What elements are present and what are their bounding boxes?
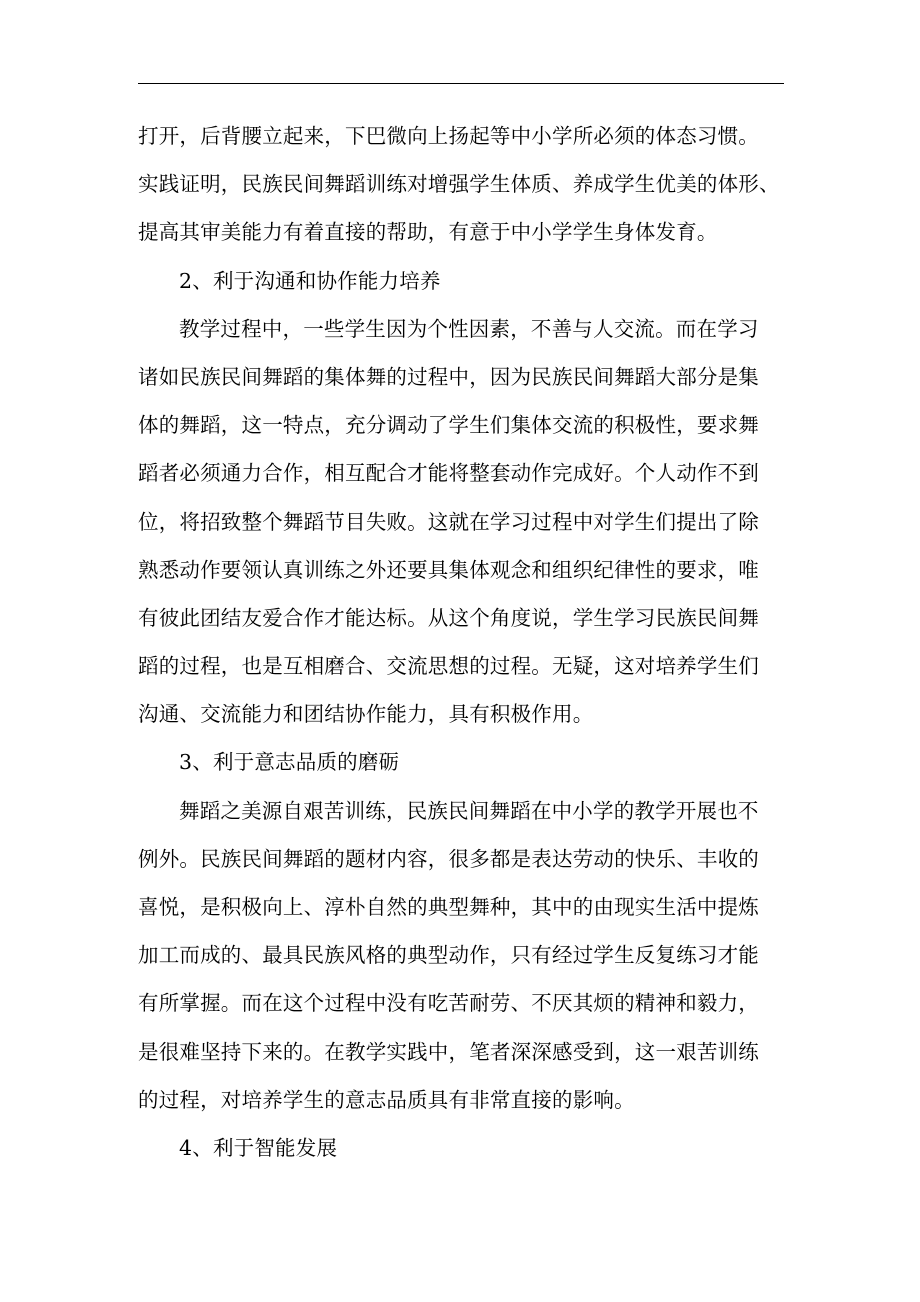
paragraph-line: 实践证明，民族民间舞蹈训练对增强学生体质、养成学生优美的体形、: [138, 172, 780, 197]
header-rule: [138, 83, 784, 84]
paragraph-line: 的过程，对培养学生的意志品质具有非常直接的影响。: [138, 1087, 635, 1112]
paragraph-line: 有彼此团结友爱合作才能达标。从这个角度说，学生学习民族民间舞: [138, 605, 759, 630]
paragraph-line: 舞蹈之美源自艰苦训练，民族民间舞蹈在中小学的教学开展也不: [179, 798, 759, 823]
paragraph-line: 沟通、交流能力和团结协作能力，具有积极作用。: [138, 702, 594, 727]
section-heading-2: 2、利于沟通和协作能力培养: [179, 268, 441, 293]
section-heading-3: 3、利于意志品质的磨砺: [179, 750, 400, 775]
paragraph-line: 例外。民族民间舞蹈的题材内容，很多都是表达劳动的快乐、丰收的: [138, 846, 759, 871]
paragraph-line: 教学过程中，一些学生因为个性因素，不善与人交流。而在学习: [179, 316, 759, 341]
paragraph-line: 打开，后背腰立起来，下巴微向上扬起等中小学所必须的体态习惯。: [138, 124, 759, 148]
paragraph-line: 是很难坚持下来的。在教学实践中，笔者深深感受到，这一艰苦训练: [138, 1039, 759, 1064]
paragraph-line: 蹈者必须通力合作，相互配合才能将整套动作完成好。个人动作不到: [138, 461, 759, 486]
section-heading-4: 4、利于智能发展: [179, 1135, 338, 1160]
paragraph-line: 诸如民族民间舞蹈的集体舞的过程中，因为民族民间舞蹈大部分是集: [138, 364, 759, 389]
paragraph-line: 位，将招致整个舞蹈节目失败。这就在学习过程中对学生们提出了除: [138, 509, 759, 534]
paragraph-line: 熟悉动作要领认真训练之外还要具集体观念和组织纪律性的要求，唯: [138, 557, 759, 582]
paragraph-line: 体的舞蹈，这一特点，充分调动了学生们集体交流的积极性，要求舞: [138, 413, 759, 438]
paragraph-line: 喜悦，是积极向上、淳朴自然的典型舞种，其中的由现实生活中提炼: [138, 895, 759, 919]
paragraph-line: 有所掌握。而在这个过程中没有吃苦耐劳、不厌其烦的精神和毅力，: [138, 991, 759, 1016]
body-text: [138, 112, 788, 1172]
paragraph-line: 加工而成的、最具民族风格的典型动作，只有经过学生反复练习才能: [138, 943, 759, 968]
paragraph-line: 蹈的过程，也是互相磨合、交流思想的过程。无疑，这对培养学生们: [138, 654, 759, 679]
paragraph-line: 提高其审美能力有着直接的帮助，有意于中小学学生身体发育。: [138, 220, 718, 245]
